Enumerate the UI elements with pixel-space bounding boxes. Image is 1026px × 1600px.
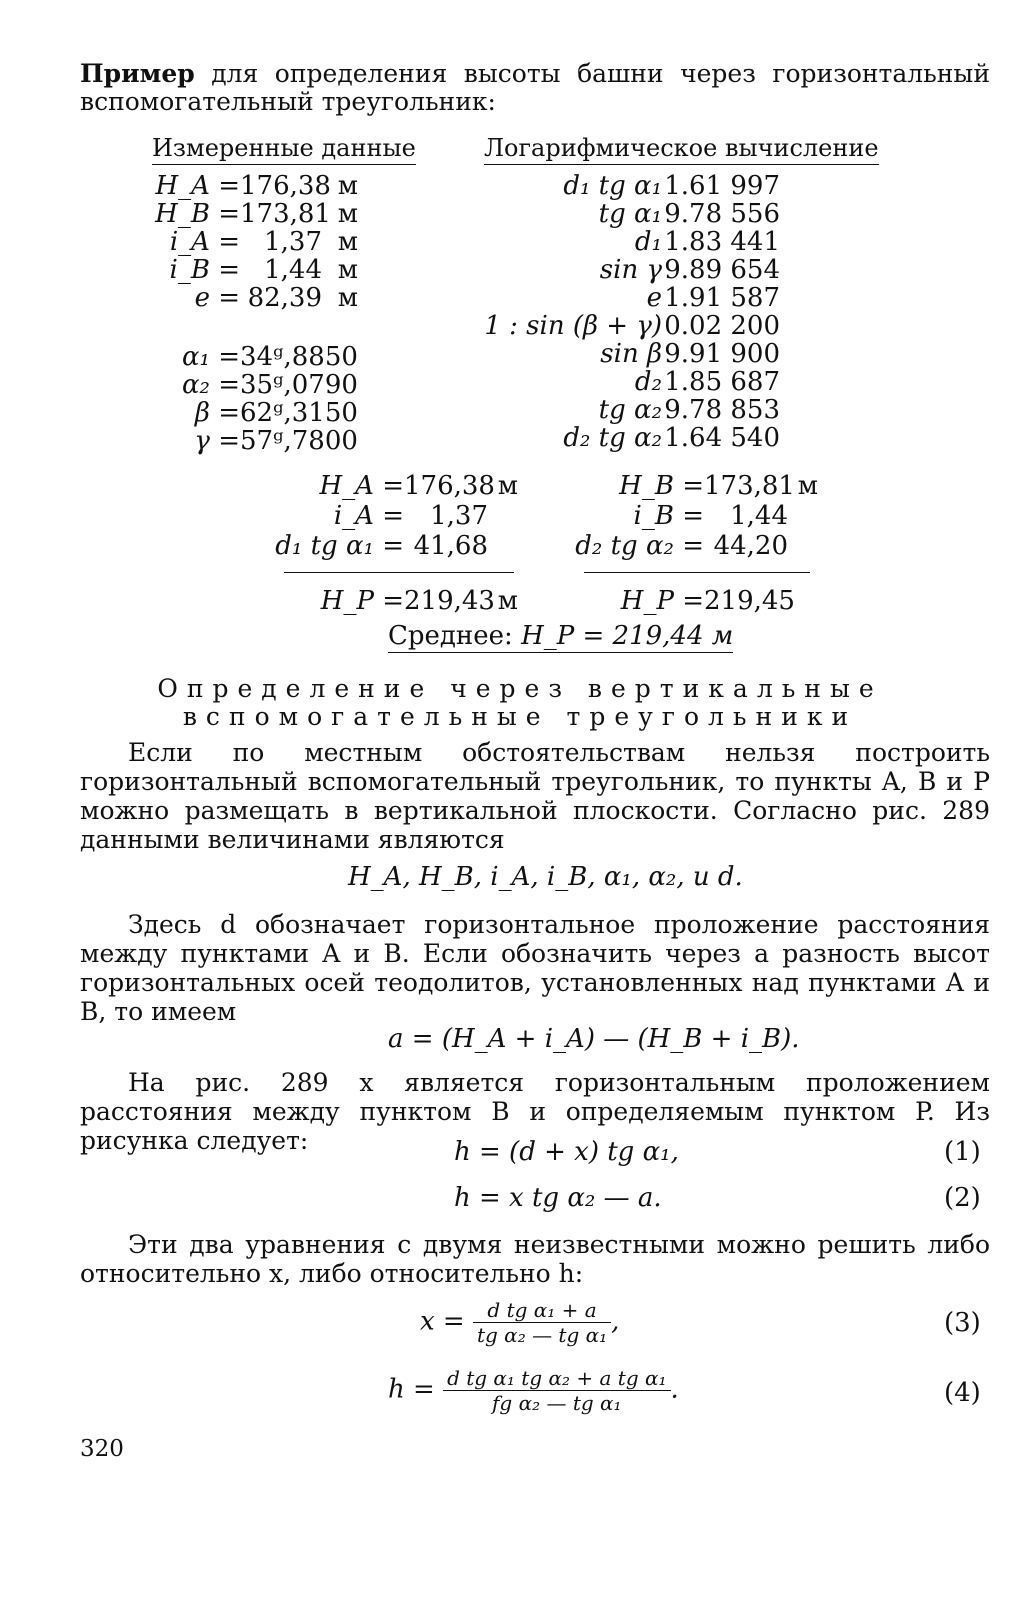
sum-left-row: [270, 532, 518, 560]
paragraph-4: Эти два уравнения с двумя неизвестными можно решить либо относительно x, либо относительно h:: [80, 1230, 990, 1288]
measured-value: 82,39: [247, 283, 322, 313]
angle-row: [150, 427, 370, 455]
sum-rule-right: [584, 572, 810, 573]
section-title-line-2: вспомогательные треугольники: [182, 702, 858, 731]
total-value: 219,43: [404, 586, 495, 616]
equation-a: a = (H_A + i_A) — (H_B + i_B).: [388, 1024, 800, 1054]
total-label: H_P =: [620, 586, 704, 616]
page-number: 320: [80, 1436, 124, 1462]
log-row: [440, 340, 780, 368]
sum-rule-left: [284, 572, 514, 573]
log-row: [440, 256, 780, 284]
sum-label: H_B =: [619, 471, 704, 501]
measured-unit: м: [337, 199, 358, 229]
log-calc-header: Логарифмическое вычисление: [484, 134, 879, 165]
eq4-tail: .: [670, 1374, 679, 1405]
sum-value: 1,37: [430, 501, 488, 531]
total-unit: м: [497, 586, 518, 616]
equation-2-number: (2): [944, 1183, 981, 1213]
measured-label: i_A =: [169, 227, 240, 257]
sum-value: 173,81: [704, 471, 795, 501]
measured-label: e =: [194, 283, 240, 313]
measured-row: [150, 200, 370, 228]
sum-value: 176,38: [404, 471, 495, 501]
equation-4: [388, 1366, 679, 1415]
sum-unit: м: [797, 471, 818, 501]
equation-3: [420, 1298, 619, 1347]
intro-bold-word: Пример: [80, 59, 195, 88]
measured-label: H_A =: [155, 171, 240, 201]
measured-data-header: Измеренные данные: [152, 134, 416, 165]
measured-value: 173,81: [240, 199, 331, 229]
measured-value: 176,38: [240, 171, 331, 201]
angle-label: α₂ =: [181, 370, 240, 400]
paragraph-3: На рис. 289 x является горизонтальным проложением расстояния между пунктом B и определяемым пунктом P. Из рисунка следует:: [80, 1068, 990, 1155]
equation-4-number: (4): [944, 1378, 981, 1408]
log-row: [440, 396, 780, 424]
intro-text: для определения высоты башни через горизонтальный вспомогательный треугольник:: [80, 59, 990, 116]
measured-unit: м: [337, 171, 358, 201]
measured-value: 1,44: [264, 255, 322, 285]
log-label: 1 : sin (β + γ): [484, 311, 662, 341]
log-row: [440, 228, 780, 256]
log-row: [440, 424, 780, 452]
sum-right-row: [570, 472, 818, 500]
mean-value: H_P = 219,44 м: [521, 621, 734, 651]
log-label: sin β: [600, 339, 662, 369]
log-value: 1.91 587: [664, 283, 780, 313]
eq4-lhs: h =: [388, 1374, 435, 1405]
log-label: sin γ: [599, 255, 662, 285]
angle-value: 57ᵍ,7800: [240, 426, 358, 456]
equation-2: h = x tg α₂ — a.: [454, 1183, 662, 1213]
angle-value: 35ᵍ,0790: [240, 370, 358, 400]
total-value: 219,45: [704, 586, 795, 616]
measured-row: [150, 284, 370, 312]
angle-row: [150, 371, 370, 399]
equation-1-number: (1): [944, 1137, 981, 1167]
total-left-row: [270, 587, 518, 615]
equation-3-number: (3): [944, 1308, 981, 1338]
log-value: 1.83 441: [664, 227, 780, 257]
log-label: d₁ tg α₁: [563, 171, 662, 201]
angle-value: 34ᵍ,8850: [240, 342, 358, 372]
log-label: e: [646, 283, 662, 313]
angle-row: [150, 343, 370, 371]
sum-right-row: [570, 532, 818, 560]
mean-label: Среднее:: [388, 621, 513, 651]
measured-unit: м: [337, 255, 358, 285]
log-row: [440, 312, 780, 340]
measured-row: [150, 256, 370, 284]
log-value: 9.91 900: [664, 339, 780, 369]
eq4-numerator: d tg α₁ tg α₂ + a tg α₁: [443, 1366, 670, 1391]
sum-label: i_A =: [333, 501, 404, 531]
eq4-fraction: [443, 1366, 670, 1415]
section-title-line-1: Определение через вертикальные: [157, 674, 883, 703]
log-value: 0.02 200: [664, 311, 780, 341]
log-label: d₂: [634, 367, 662, 397]
equation-1: h = (d + x) tg α₁,: [454, 1137, 679, 1167]
sum-label: d₁ tg α₁ =: [275, 531, 404, 561]
log-label: d₁: [634, 227, 662, 257]
given-quantities: H_A, H_B, i_A, i_B, α₁, α₂, и d.: [348, 862, 743, 892]
measured-unit: м: [337, 227, 358, 257]
mean-line: [388, 622, 733, 653]
sum-value: 41,68: [413, 531, 488, 561]
paragraph-2: Здесь d обозначает горизонтальное проложение расстояния между пунктами A и B. Если обозначить через a разность высот горизонтальных осей теодолитов, установленных над пунктами A и B, то имеем: [80, 910, 990, 1026]
eq3-lhs: x =: [420, 1306, 465, 1337]
log-label: d₂ tg α₂: [563, 423, 662, 453]
measured-row: [150, 228, 370, 256]
sum-value: 1,44: [730, 501, 788, 531]
eq3-numerator: d tg α₁ + a: [473, 1298, 611, 1323]
angle-label: β =: [194, 398, 240, 428]
log-value: 1.85 687: [664, 367, 780, 397]
measured-unit: м: [337, 283, 358, 313]
sum-label: H_A =: [319, 471, 404, 501]
log-row: [440, 284, 780, 312]
log-value: 1.61 997: [664, 171, 780, 201]
log-value: 9.78 556: [664, 199, 780, 229]
log-row: [440, 368, 780, 396]
eq3-fraction: [473, 1298, 611, 1347]
log-label: tg α₁: [598, 199, 662, 229]
measured-value: 1,37: [264, 227, 322, 257]
log-value: 9.89 654: [664, 255, 780, 285]
angle-row: [150, 399, 370, 427]
sum-label: d₂ tg α₂ =: [575, 531, 704, 561]
angle-label: α₁ =: [181, 342, 240, 372]
sum-value: 44,20: [713, 531, 788, 561]
intro-paragraph: [80, 60, 990, 116]
sum-label: i_B =: [633, 501, 704, 531]
log-value: 1.64 540: [664, 423, 780, 453]
eq3-denominator: tg α₂ — tg α₁: [476, 1323, 608, 1347]
measured-label: H_B =: [155, 199, 240, 229]
total-label: H_P =: [320, 586, 404, 616]
log-value: 9.78 853: [664, 395, 780, 425]
sum-unit: м: [497, 471, 518, 501]
measured-label: i_B =: [169, 255, 240, 285]
angle-value: 62ᵍ,3150: [240, 398, 358, 428]
eq3-tail: ,: [611, 1306, 620, 1337]
angle-label: γ =: [194, 426, 240, 456]
log-label: tg α₂: [598, 395, 662, 425]
sum-right-row: [570, 502, 818, 530]
measured-row: [150, 172, 370, 200]
paragraph-1: Если по местным обстоятельствам нельзя построить горизонтальный вспомогательный треугольник, то пункты A, B и P можно размещать в вертикальной плоскости. Согласно рис. 289 данными величинами являются: [80, 738, 990, 854]
eq4-denominator: fg α₂ — tg α₁: [492, 1391, 622, 1415]
log-row: [440, 172, 780, 200]
total-right-row: [570, 586, 795, 616]
sum-left-row: [270, 472, 518, 500]
sum-left-row: [270, 502, 518, 530]
log-row: [440, 200, 780, 228]
